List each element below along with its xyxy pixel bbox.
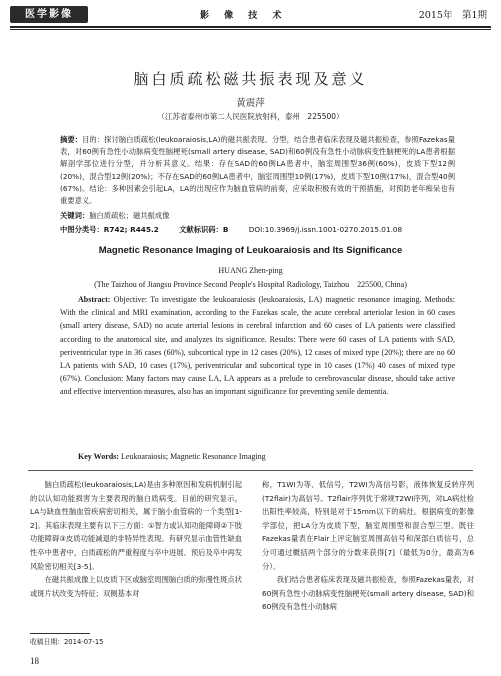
- body-column-left: [30, 478, 242, 600]
- section-badge: 医学影像: [10, 6, 88, 23]
- article-title-cn: 脑白质疏松磁共振表现及意义: [133, 70, 368, 88]
- page-number: 18: [30, 656, 39, 666]
- issue-label: 2015年 第1期: [418, 10, 487, 21]
- header-rule-thin: [10, 29, 491, 30]
- journal-name: 影 像 技 术: [200, 11, 288, 21]
- section-divider: [28, 470, 473, 471]
- abstract-cn-text: 目的：探讨脑白质疏松(leukoaraiosis,LA)的磁共振表现、分型，结合患者临床表现及磁共振检查，参照Fazekas量表，对60例有急性小动脉病变性脑梗死(small artery disease, SAD)和60例没有急性小动脉病变性脑梗死的LA患者根据解剖学部位进行分型，并分析其意义。结果：存在SAD的60例LA患者中，脑室周围型36例(60%)，皮质下型12例(20%)，混合型12例(20%)；不存在SAD的60例LA患者中，脑室周围型10例(17%)，皮质下型10例(17%)，混合型40例(67%)。结论：多种因素会引起LA，LA的出现应作为脑血管病的前奏，应采取积极有效的干预措施，对预防老年痴呆也有重要意义。: [60, 135, 456, 206]
- abstract-cn-label: 摘要：: [60, 135, 83, 144]
- affiliation-en: (The Taizhou of Jiangsu Province Second People's Hospital Radiology, Taizhou 225500, China): [94, 280, 407, 289]
- abstract-en-text: Objective: To investigate the leukoaraiosis (leukoaraiosis, LA) magnetic resonance imaging. Methods: With the clinical and MRI examination, according to the Fazekas scale, the acute cerebral arteriolar lesion in 60 cases (small artery disease, SAD) no acute arterial lesions in cerebral infarction and 60 cases of LA patients were classified according to the anatomical site, and analyzes its significance. Results: There were 60 cases of LA patients with SAD, periventricular type in 36 cases (60%), subcortical type in 12 cases (20%), 12 cases of mixed type (20%); there are no 60 LA patients with SAD, 10 cases (17%), periventricular and subcortical type in 10 cases (17%) 40 cases of mixed type (67%). Conclusion: Many factors may cause LA, LA appears as a prelude to cerebrovascular disease, should take active and effective intervention measures, also has an important significance for preventing senile dementia.: [60, 295, 456, 397]
- abstract-en-label: Abstract:: [78, 295, 111, 304]
- classification-line: [60, 224, 455, 236]
- keywords-cn-text: 脑白质疏松；磁共振成像: [89, 211, 170, 220]
- header-rule: [10, 26, 491, 28]
- author-en: HUANG Zhen-ping: [218, 266, 283, 275]
- abstract-cn: [60, 134, 455, 207]
- body-paragraph: 称，T1WI为等、低信号，T2WI为高信号影，液体恢复反转序列(T2flair)为高信号。T2flair序列优于常规T2WI序列，对LA病灶检出阳性率较高，特别是对于15mm以下的病灶。根据病变的影像学部位，把LA分为皮质下型，脑室周围型和混合型三型。既往Fazekas量表在Flair上评定脑室周围高信号和深部白质信号，总分可通过概括两个部分的分数来获得[7]（最低为0分，最高为6分）。: [262, 480, 474, 571]
- keywords-en-label: Key Words:: [78, 452, 119, 461]
- clc-number: 中图分类号：R742; R445.2: [60, 225, 159, 234]
- keywords-cn-label: 关键词：: [60, 211, 90, 220]
- abstract-en: [60, 293, 455, 399]
- keywords-en: [78, 452, 458, 461]
- affiliation-cn: （江苏省泰州市第二人民医院放射科，泰州 225500）: [157, 112, 344, 121]
- document-code: 文献标识码：B: [179, 225, 229, 234]
- body-paragraph: 在磁共振成像上以皮质下区或脑室周围脑白质的弥漫性斑点状或斑片状改变为特征；双侧基本对: [30, 575, 242, 598]
- doi: DOI:10.3969/j.issn.1001-0270.2015.01.08: [248, 225, 403, 234]
- body-paragraph: 我们结合患者临床表现及磁共振检查，参照Fazekas量表，对60例有急性小动脉病变性脑梗死(small artery disease, SAD)和60例没有急性小动脉病: [262, 575, 474, 612]
- author-cn: 黄震萍: [236, 98, 265, 109]
- keywords-en-text: Leukoaraiosis; Magnetic Resonance Imaging: [120, 452, 266, 461]
- footnote-rule: [30, 633, 90, 634]
- body-paragraph: 脑白质疏松(leukoaraiosis,LA)是由多种原因和发病机制引起的以认知功能损害为主要表现的脑白质病变。目前的研究显示，LA与缺血性脑血管疾病密切相关，属于脑小血管病的一个类型[1-2]。其临床表现主要有以下三方面：①智力或认知功能障碍②下肢功能障碍③皮质功能减退的非特异性表现。有研究显示血管性缺血性卒中患者中，白质疏松的严重程度与卒中进展、预后及卒中再发风险密切相关[3-5]。: [30, 480, 242, 571]
- keywords-cn: [60, 210, 455, 222]
- body-column-right: [262, 478, 474, 614]
- received-date: 收稿日期：2014-07-15: [30, 638, 104, 646]
- article-title-en: Magnetic Resonance Imaging of Leukoaraiosis and Its Significance: [98, 245, 403, 256]
